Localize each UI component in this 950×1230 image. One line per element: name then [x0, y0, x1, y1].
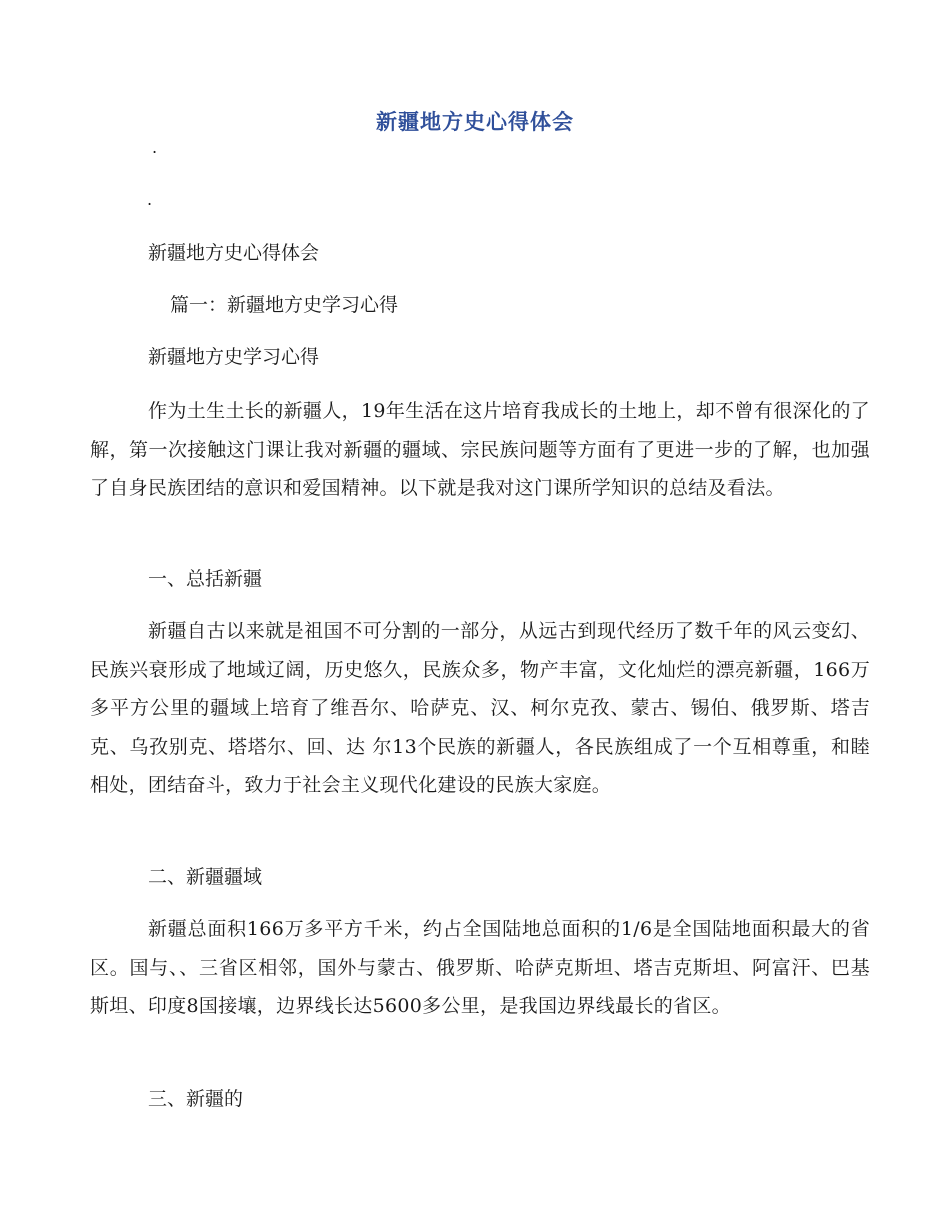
document-title: 新疆地方史心得体会	[376, 109, 574, 134]
intro-paragraph: 作为土生土长的新疆人，19年生活在这片培育我成长的土地上，却不曾有很深化的了解，第一次接触这门课让我对新疆的疆域、宗民族问题等方面有了更进一步的了解，也加强了自身民族团结的意识和爱国精神。以下就是我对这门课所学知识的总结及看法。	[90, 400, 870, 499]
dot-marker: .	[147, 190, 153, 209]
section-1-title: 一、总括新疆	[148, 568, 263, 590]
section-3-title: 三、新疆的	[148, 1088, 244, 1110]
section-2-title: 二、新疆疆域	[148, 866, 263, 888]
section-1-paragraph: 新疆自古以来就是祖国不可分割的一部分，从远古到现代经历了数千年的风云变幻、民族兴衰形成了地域辽阔，历史悠久，民族众多，物产丰富，文化灿烂的漂亮新疆，166万多平方公里的疆域上培育了维吾尔、哈萨克、汉、柯尔克孜、蒙古、锡伯、俄罗斯、塔吉克、乌孜别克、塔塔尔、回、达 尔13个民族的新疆人，各民族组成了一个互相尊重，和睦相处，团结奋斗，致力于社会主义现代化建设的民族大家庭。	[90, 620, 870, 796]
chapter-title: 篇一：新疆地方史学习心得	[170, 294, 399, 316]
heading: 新疆地方史心得体会	[148, 242, 320, 264]
section-2-paragraph: 新疆总面积166万多平方千米，约占全国陆地总面积的1/6是全国陆地面积最大的省区。国与、、三省区相邻，国外与蒙古、俄罗斯、哈萨克斯坦、塔吉克斯坦、阿富汗、巴基斯坦、印度8国接壤，边界线长达5600多公里，是我国边界线最长的省区。	[90, 918, 870, 1017]
dot-marker: .	[152, 138, 158, 157]
subheading: 新疆地方史学习心得	[148, 346, 320, 368]
